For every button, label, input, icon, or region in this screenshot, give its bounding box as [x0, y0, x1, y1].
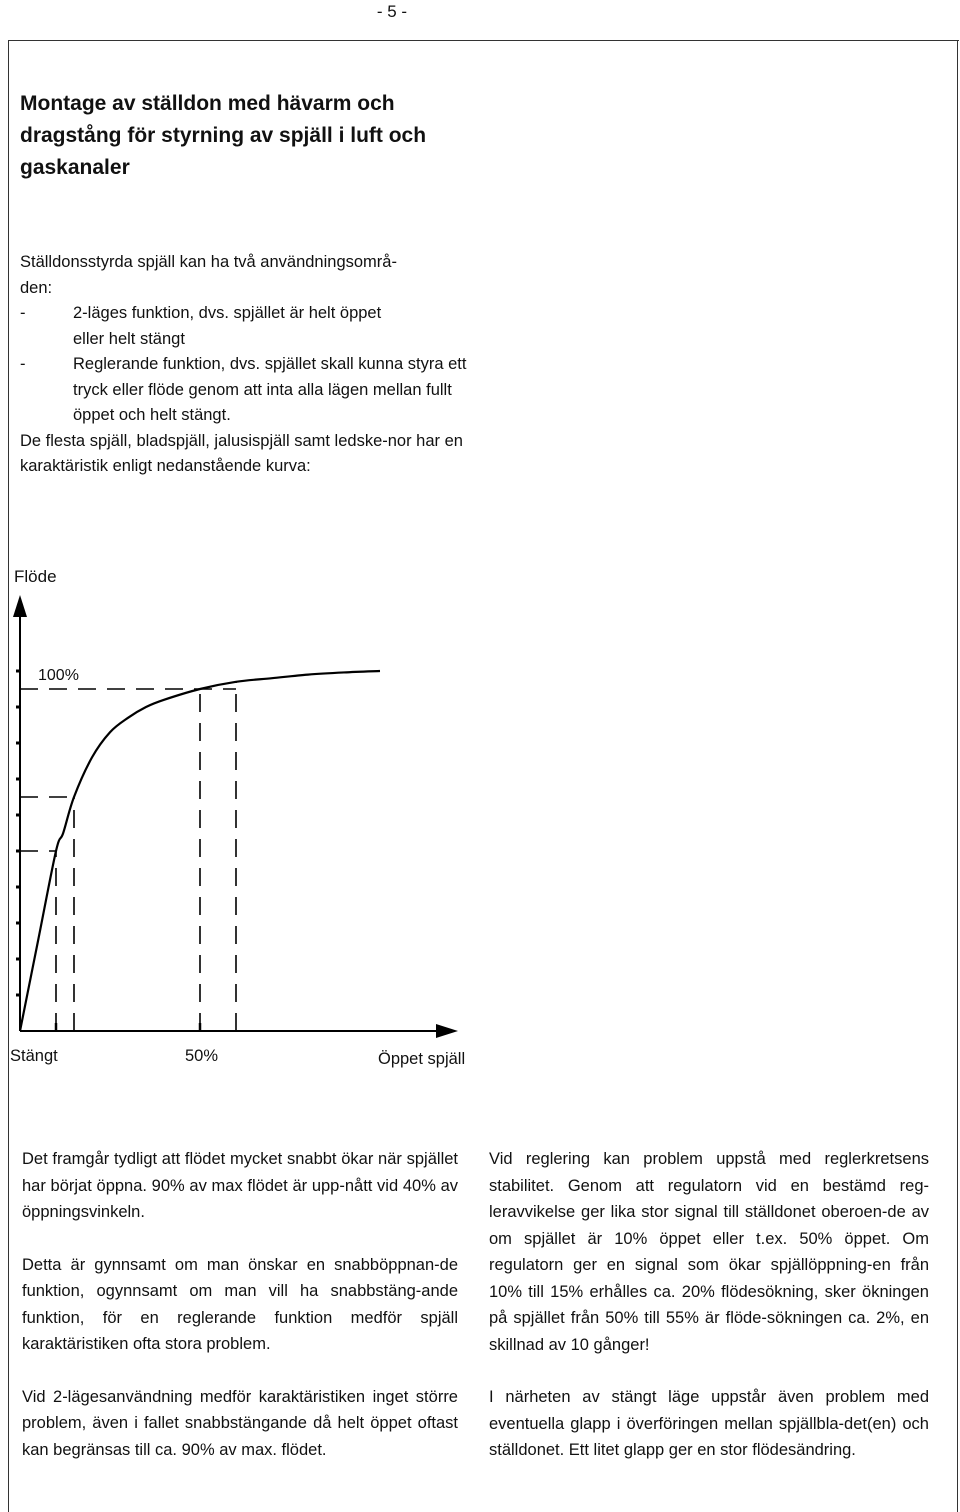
damper-characteristic-chart: [0, 555, 500, 1075]
intro-section: [20, 250, 470, 480]
left-column: [22, 1146, 458, 1489]
left-paragraph-1: Det framgår tydligt att flödet mycket snabbt ökar när spjället har börjat öppna. 90% av max flödet är upp-nått vid 40% av öppningsvinkeln.: [22, 1150, 458, 1221]
right-column: [489, 1146, 929, 1490]
y-ref-label: 100%: [38, 667, 79, 684]
list-item-text: [73, 301, 470, 352]
frame-top-border: [8, 40, 959, 41]
left-paragraph-2: Detta är gynnsamt om man önskar en snabböppnan-de funktion, ogynnsamt om man vill ha snabbstäng-ande funktion, för en reglerande funktion medför spjäll karaktäristiken ofta stora problem.: [22, 1255, 458, 1353]
x-label-open: Öppet spjäll: [378, 1050, 466, 1068]
list-item-text: Reglerande funktion, dvs. spjället skall kunna styra ett tryck eller flöde genom att inta alla lägen mellan fullt öppet och helt stängt.: [73, 355, 467, 424]
right-paragraph-2: I närheten av stängt läge uppstår även problem med eventuella glapp i överföringen mellan spjällbla-det(en) och ställdonet. Ett litet glapp ger en stor flödesändring.: [489, 1388, 929, 1459]
list-item: [20, 352, 470, 429]
intro-lead-line2: den:: [20, 278, 53, 297]
list-item: [20, 301, 470, 352]
intro-outro: De flesta spjäll, bladspjäll, jalusispjäll samt ledske-nor har en karaktäristik enligt nedanstående kurva:: [20, 431, 463, 475]
y-axis-label: Flöde: [14, 567, 57, 586]
list-dash: -: [20, 304, 26, 322]
list-item-line2: eller helt stängt: [73, 329, 185, 348]
x-axis-ticks: [56, 1023, 200, 1031]
page-heading: Montage av ställdon med hävarm och dragstång för styrning av spjäll i luft och gaskanaler: [20, 92, 427, 179]
left-paragraph-3: Vid 2-lägesanvändning medför karaktäristiken inget större problem, även i fallet snabbstängande då helt öppet oftast kan begränsas till ca. 90% av max. flödet.: [22, 1387, 458, 1459]
x-label-closed: Stängt: [10, 1047, 58, 1065]
reference-dashed-lines: [20, 682, 236, 1031]
list-item-line1: 2-läges funktion, dvs. spjället är helt öppet: [73, 304, 382, 322]
list-dash: -: [20, 355, 26, 373]
y-axis-arrow: [13, 595, 27, 617]
frame-right-border: [957, 40, 958, 1512]
x-axis-arrow: [436, 1024, 458, 1038]
page-number: - 5 -: [376, 2, 408, 21]
intro-lead-line1: Ställdonsstyrda spjäll kan ha två användningsområ-: [20, 253, 397, 271]
right-paragraph-1: Vid reglering kan problem uppstå med reglerkretsens stabilitet. Genom att regulatorn vid en bestämd reg-leravvikelse ger lika stor signal till ställdonet oberoen-de av om spjället är 10% öppet eller t.ex. 50% öppet. Om regulatorn ger en signal som ökar spjällöppning-en från 10% till 15% erhålles ca. 20% flödesökning, sker ökningen på spjället från 50% till 55% är flöde-sökningen ca. 2%, en skillnad av 10 gånger!: [489, 1150, 929, 1354]
x-label-50: 50%: [185, 1047, 219, 1065]
